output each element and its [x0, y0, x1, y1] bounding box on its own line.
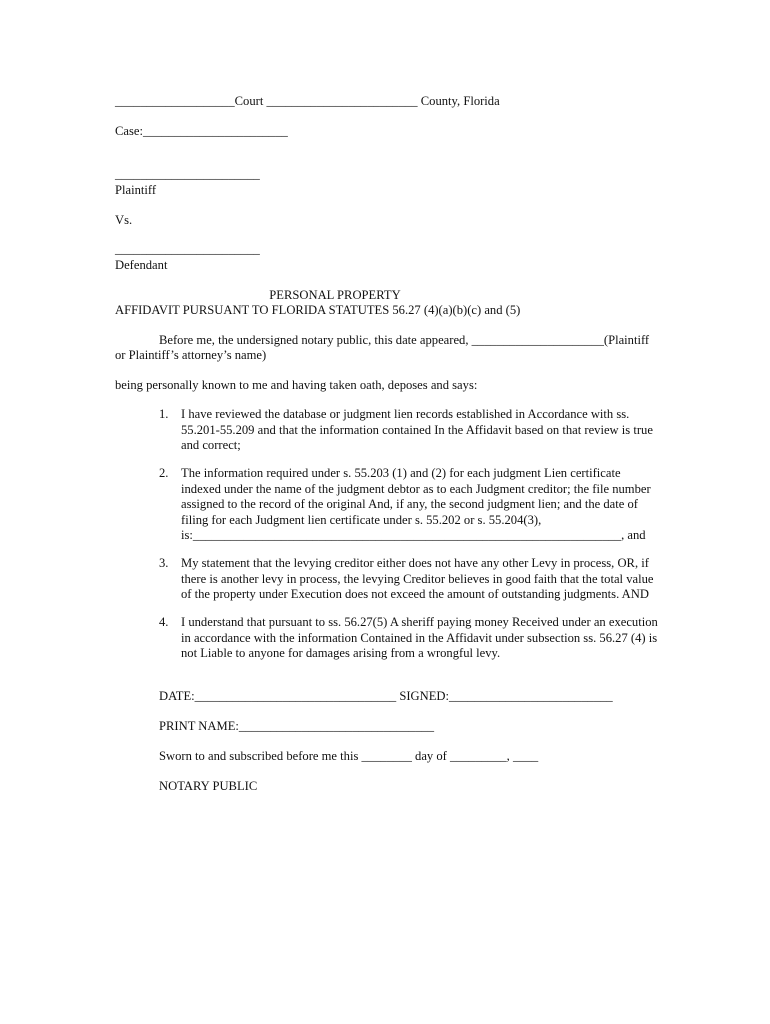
- statement-number: 3.: [159, 556, 169, 570]
- intro-line-1: Before me, the undersigned notary public, this date appeared, _____________________(Plaintiff: [159, 333, 650, 347]
- versus-label: Vs.: [115, 213, 133, 227]
- defendant-label: Defendant: [115, 258, 168, 272]
- court-county-line: ___________________Court ________________________ County, Florida: [115, 94, 500, 108]
- print-name-line: PRINT NAME:_______________________________: [159, 719, 435, 733]
- document-subtitle: AFFIDAVIT PURSUANT TO FLORIDA STATUTES 56.27 (4)(a)(b)(c) and (5): [115, 303, 521, 317]
- statement-number: 1.: [159, 407, 169, 421]
- plaintiff-blank: _______________________: [115, 167, 260, 181]
- statement-text: I have reviewed the database or judgment lien records established in Accordance with ss. 55.201-55.209 and that the information contained In the Affidavit based on that review is true and correct;: [181, 407, 653, 452]
- affidavit-statements-4: [159, 615, 659, 662]
- intro-line-2: or Plaintiff’s attorney’s name): [115, 348, 267, 362]
- date-signed-line: DATE:________________________________ SIGNED:__________________________: [159, 689, 613, 703]
- oath-statement: being personally known to me and having taken oath, deposes and says:: [115, 378, 478, 392]
- case-number-line: Case:_______________________: [115, 124, 288, 138]
- affidavit-statements-2: [159, 466, 659, 544]
- statement-text: The information required under s. 55.203 (1) and (2) for each judgment Lien certificate indexed under the name of the judgment debtor as to each Judgment creditor; the file number assigned to the record of the original And, if any, the second judgment lien; and the date of filing for each Judgment lien certificate under s. 55.202 or s. 55.204(3), is:____________________________________________________________________, and: [181, 466, 651, 542]
- notary-public-label: NOTARY PUBLIC: [159, 779, 258, 793]
- affidavit-statements: [159, 407, 659, 454]
- statement-3: [159, 556, 659, 603]
- plaintiff-label: Plaintiff: [115, 183, 157, 197]
- statement-number: 2.: [159, 466, 169, 480]
- statement-4: [159, 615, 659, 662]
- statement-text: I understand that pursuant to ss. 56.27(5) A sheriff paying money Received under an execution in accordance with the information Contained in the Affidavit under subsection ss. 56.27 (4) is not Liable to anyone for damages arising from a wrongful levy.: [181, 615, 658, 660]
- statement-text: My statement that the levying creditor either does not have any other Levy in process, OR, if there is another levy in process, the levying Creditor believes in good faith that the total value of the property under Execution does not exceed the amount of outstanding judgments. AND: [181, 556, 654, 601]
- document-title: PERSONAL PROPERTY: [269, 288, 401, 302]
- sworn-subscribed-line: Sworn to and subscribed before me this ________ day of _________, ____: [159, 749, 539, 763]
- affidavit-statements-3: [159, 556, 659, 603]
- statement-1: [159, 407, 659, 454]
- statement-2: [159, 466, 659, 544]
- statement-number: 4.: [159, 615, 169, 629]
- defendant-blank: _______________________: [115, 242, 260, 256]
